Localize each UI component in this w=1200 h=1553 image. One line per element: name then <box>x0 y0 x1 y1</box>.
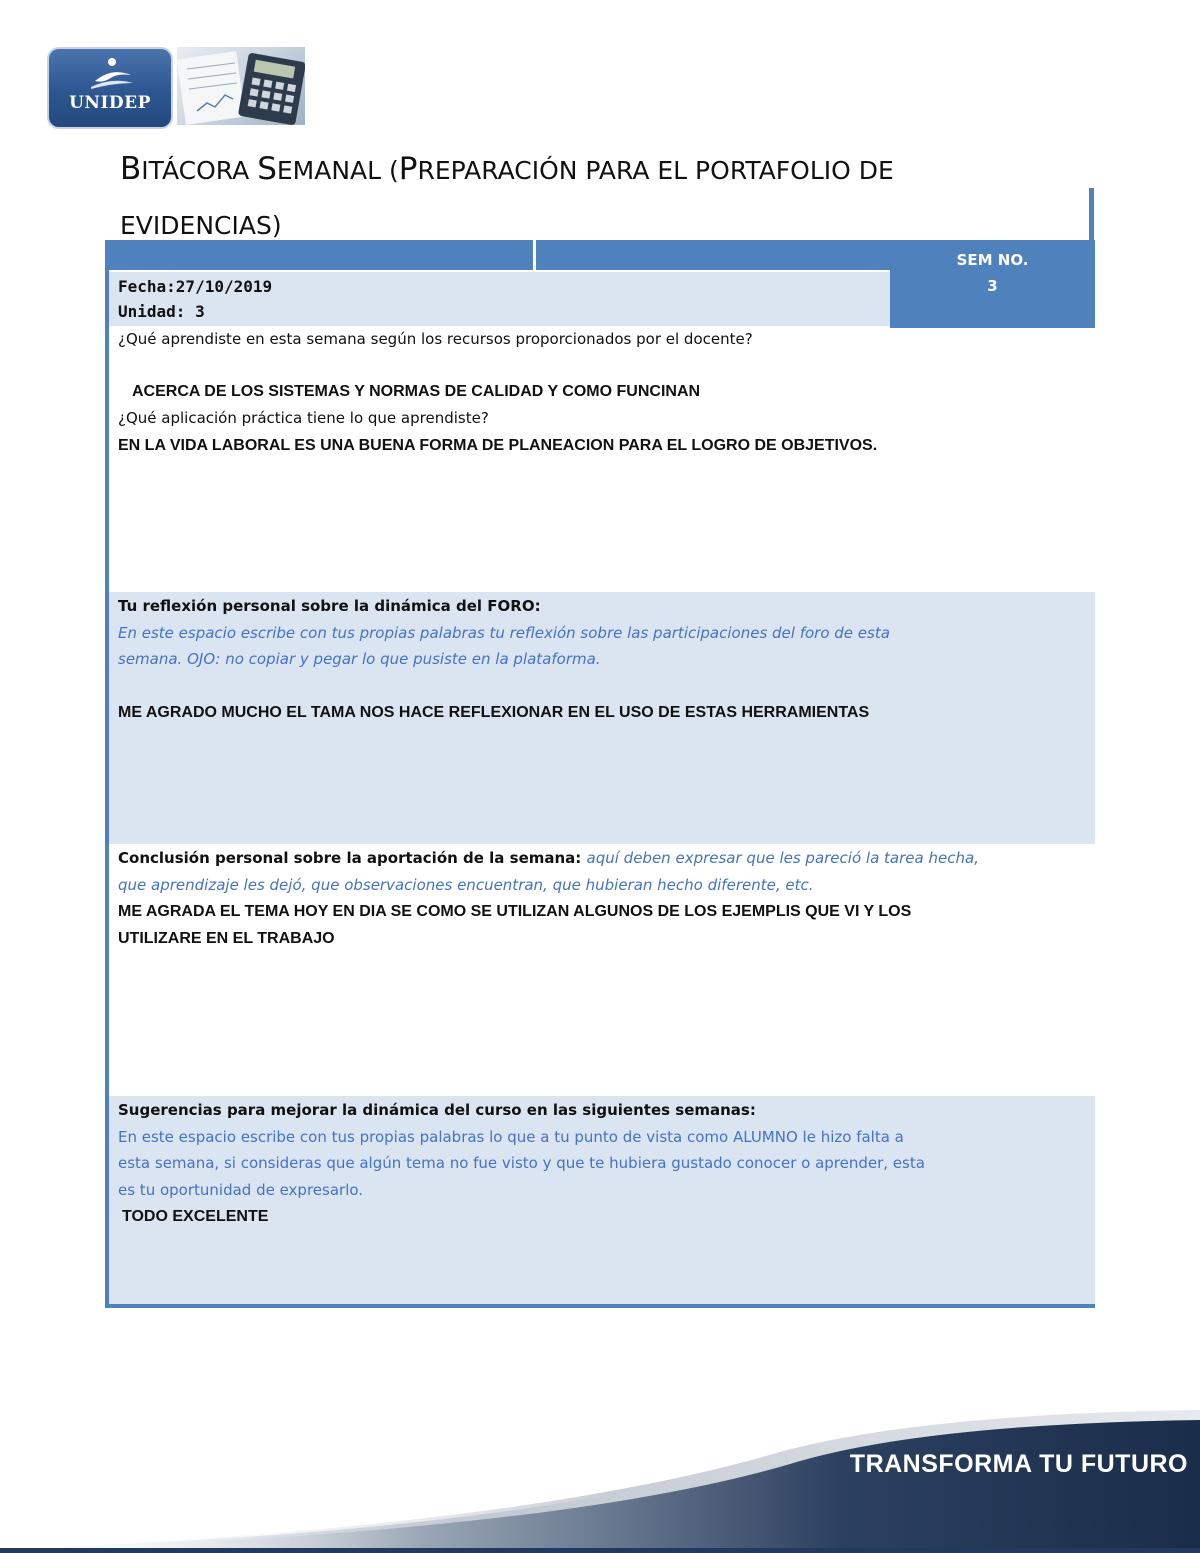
forum-answer: ME AGRADO MUCHO EL TAMA NOS HACE REFLEXIONAR EN EL USO DE ESTAS HERRAMIENTAS <box>118 704 870 721</box>
date-field: Fecha:27/10/2019 <box>118 277 273 296</box>
unit-field: Unidad: 3 <box>118 302 205 321</box>
answer-application: EN LA VIDA LABORAL ES UNA BUENA FORMA DE PLANEACION PARA EL LOGRO DE OBJETIVOS. <box>118 437 878 454</box>
suggestions-instruction-line-1: En este espacio escribe con tus propias palabras lo que a tu punto de vista como ALUMNO le hizo falta a <box>118 1128 904 1146</box>
conclusion-instruction-line-1: aquí deben expresar que les pareció la tarea hecha, <box>586 849 979 867</box>
week-label: SEM NO. <box>956 251 1029 269</box>
forum-instruction-line-2: semana. OJO: no copiar y pegar lo que pusiste en la plataforma. <box>118 650 601 668</box>
conclusion-heading: Conclusión personal sobre la aportación de la semana: <box>118 849 587 867</box>
unidep-logo <box>47 47 307 129</box>
suggestions-answer: TODO EXCELENTE <box>122 1208 269 1225</box>
conclusion-heading-line <box>118 845 1088 872</box>
calculator-photo <box>177 47 305 125</box>
suggestions-instruction-line-3: es tu oportunidad de expresarlo. <box>118 1181 364 1199</box>
logo-badge <box>47 47 173 129</box>
header-cell-1 <box>109 240 533 270</box>
footer-slogan: TRANSFORMA TU FUTURO <box>849 1450 1188 1478</box>
answer-learned: ACERCA DE LOS SISTEMAS Y NORMAS DE CALIDAD Y COMO FUNCINAN <box>132 383 701 400</box>
conclusion-instruction-line-2: que aprendizaje les dejó, que observaciones encuentran, que hubieran hecho diferente, etc. <box>118 876 814 894</box>
title-line-2: EVIDENCIAS) <box>120 211 282 240</box>
forum-reflection-heading: Tu reflexión personal sobre la dinámica del FORO: <box>118 597 541 615</box>
week-number-box <box>890 240 1095 328</box>
question-application: ¿Qué aplicación práctica tiene lo que aprendiste? <box>118 409 489 427</box>
page-title <box>120 142 1020 253</box>
forum-instruction-line-1: En este espacio escribe con tus propias palabras tu reflexión sobre las participaciones del foro de esta <box>118 624 890 642</box>
conclusion-answer-line-2: UTILIZARE EN EL TRABAJO <box>118 930 335 947</box>
question-learned: ¿Qué aprendiste en esta semana según los recursos proporcionados por el docente? <box>118 330 753 348</box>
week-value: 3 <box>987 277 998 295</box>
title-line-1: BITÁCORA SEMANAL (PREPARACIÓN PARA EL PORTAFOLIO DE <box>120 151 894 187</box>
logo-text: UNIDEP <box>69 93 151 113</box>
frame-border-bottom <box>105 1304 1095 1308</box>
header-row <box>109 240 890 270</box>
conclusion-answer-line-1: ME AGRADA EL TEMA HOY EN DIA SE COMO SE UTILIZAN ALGUNOS DE LOS EJEMPLIS QUE VI Y LOS <box>118 903 912 920</box>
suggestions-instruction-line-2: esta semana, si consideras que algún tema no fue visto y que te hubiera gustado conocer o aprender, esta <box>118 1154 925 1172</box>
frame-border-right <box>1089 188 1094 240</box>
header-cell-2 <box>536 240 890 270</box>
runner-icon <box>87 55 137 95</box>
suggestions-heading: Sugerencias para mejorar la dinámica del curso en las siguientes semanas: <box>118 1101 756 1119</box>
